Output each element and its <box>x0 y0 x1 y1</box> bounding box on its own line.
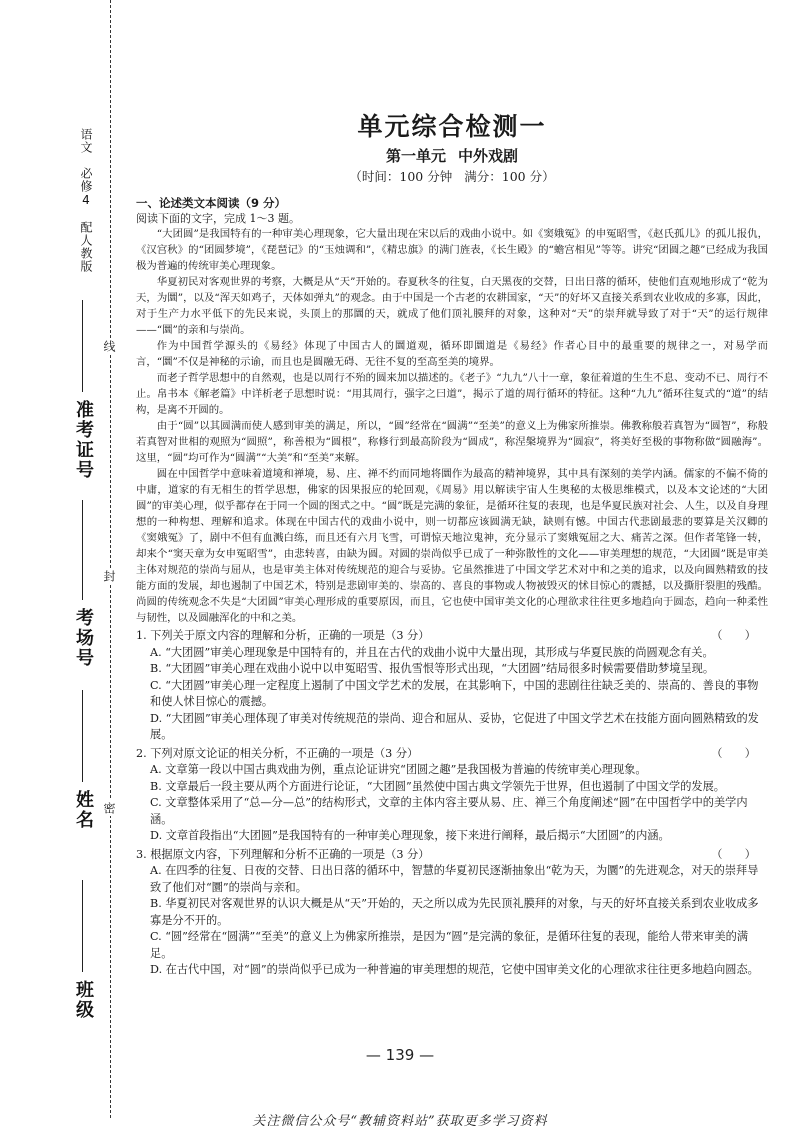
cut-mark-xian: 线 <box>102 340 116 352</box>
page-content <box>136 110 768 979</box>
full-score: 满分：100 分） <box>464 169 555 184</box>
option-b[interactable]: B. 华夏初民对客观世界的认识大概是从“天”开始的，天之所以成为先民顶礼膜拜的对象，与天的好坏直接关系到农业收成多寡是分不开的。 <box>150 897 759 927</box>
question-2 <box>136 746 768 845</box>
option-a[interactable]: A. 在四季的往复、日夜的交替、日出日落的循环中，智慧的华夏初民逐渐抽象出“乾为天，为圜”的先进观念，对天的崇拜导致了他们对“圜”的崇尚与亲和。 <box>150 864 759 894</box>
cut-mark-mi: 密 <box>102 802 116 814</box>
option-d[interactable]: D. 在古代中国，对“圆”的崇尚似乎已成为一种普遍的审美理想的规范，它使中国审美文化的心理欲求往往更多地趋向圆态。 <box>150 963 759 976</box>
section-heading: 一、论述类文本阅读（9 分） <box>136 196 287 210</box>
subject-label: 语文 必修4 配人教版 <box>79 128 93 273</box>
binding-cut-line <box>110 0 111 1118</box>
room-number-label: 考场号 <box>73 608 94 668</box>
section-instruction: 阅读下面的文字，完成 1～3 题。 <box>136 212 300 225</box>
exam-number-label: 准考证号 <box>73 400 94 480</box>
answer-blank[interactable]: （ ） <box>711 629 756 642</box>
passage-paragraph: 作为中国哲学源头的《易经》体现了中国古人的圜道观，循环即圜道是《易经》作者心目中的最重要的规律之一，对易学而言，“圜”不仅是神秘的示谕，而且也是圆融无碍、无往不复的至高至美的境界。 <box>136 340 768 368</box>
unit-number: 第一单元 <box>385 147 446 165</box>
question-stem: 3. 根据原文内容，下列理解和分析不正确的一项是（3 分） <box>136 847 430 861</box>
class-blank[interactable] <box>82 880 83 972</box>
exam-number-blank[interactable] <box>82 300 83 392</box>
option-a[interactable]: A. 文章第一段以中国古典戏曲为例，重点论证讲究“团圆之趣”是我国极为普遍的传统审美心理现象。 <box>150 763 647 776</box>
answer-blank[interactable]: （ ） <box>711 847 756 861</box>
passage-paragraph: 而老子哲学思想中的自然观，也是以周行不殆的圆来加以描述的。《老子》“九九”八十一章，象征着道的生生不息、变动不已、周行不止。帛书本《解老篇》中详析老子思想时说：“用其周行，强字之曰道”，揭示了道的周行循环的特征。这种“九九”循环往复式的“道”的结构，是离不开圆的。 <box>136 372 768 416</box>
time-limit: （时间：100 分钟 <box>349 169 453 184</box>
question-3 <box>136 847 768 979</box>
option-d[interactable]: D. 文章首段指出“大团圆”是我国特有的一种审美心理现象，接下来进行阐释，最后揭示“大团圆”的内涵。 <box>150 829 670 842</box>
page-number: — 139 — <box>365 1046 435 1064</box>
footer-note: 关注微信公众号“教辅资料站”获取更多学习资料 <box>252 1114 548 1129</box>
question-1 <box>136 628 768 744</box>
option-b[interactable]: B. “大团圆”审美心理在戏曲小说中以申冤昭雪、报仇雪恨等形式出现，“大团圆”结局很多时候需要借助梦境呈现。 <box>150 662 715 675</box>
class-label: 班级 <box>73 980 94 1020</box>
option-a[interactable]: A. “大团圆”审美心理现象是中国特有的，并且在古代的戏曲小说中大量出现，其形成与华夏民族的尚圆观念有关。 <box>150 645 714 659</box>
option-c[interactable]: C. “圆”经常在“圆满”“至美”的意义上为佛家所推崇，是因为“圆”是完满的象征，是循环往复的表现，能给人带来审美的满足。 <box>150 930 749 960</box>
answer-blank[interactable]: （ ） <box>711 746 756 760</box>
passage-paragraph: “大团圆”是我国特有的一种审美心理现象，它大量出现在宋以后的戏曲小说中。如《窦娥冤》的申冤昭雪，《赵氏孤儿》的孤儿报仇，《汉宫秋》的“团圆梦境”，《琵琶记》的“玉烛调和”，《精忠旗》的满门旌表，《长生殿》的“蟾宫相见”等等。讲究“团圆之趣”已经成为我国极为普遍的传统审美心理现象。 <box>136 228 768 272</box>
name-blank[interactable] <box>82 690 83 782</box>
unit-topic: 中外戏剧 <box>458 147 519 165</box>
passage-paragraph: 华夏初民对客观世界的考察，大概是从“天”开始的。春夏秋冬的往复，白天黑夜的交替，日出日落的循环，使他们直观地形成了“乾为天，为圜”，以及“浑天如鸡子，天体如弹丸”的观念。由于中国是一个古老的农耕国家，“天”的好坏又直接关系到农业收成的多寡，因此，对于生产力水平低下的先民来说，头顶上的那圜的天，就成了他们顶礼膜拜的对象，这种对“天”的崇拜就导致了对于“天”的运行规律——“圜”的亲和与崇尚。 <box>136 276 768 336</box>
cut-mark-feng: 封 <box>102 570 116 582</box>
room-number-blank[interactable] <box>82 500 83 600</box>
passage-paragraph: 圆在中国哲学中意味着道境和禅境，易、庄、禅不约而同地将圜作为最高的精神境界，其中具有深刻的美学内涵。儒家的不偏不倚的中庸，道家的有无相生的哲学思想，佛家的因果报应的轮回观，《周易》用以解读宇宙人生奥秘的太极思维模式，以及本文论述的“大团圆”的审美心理，似乎都存在于同一个圆的图式之中。“圆”既是完满的象征，是循环往复的表现，也是华夏民族对社会、人生，以及自身理想的一种构想、理解和追求。体现在中国古代的戏曲小说中，则一切都应该圆满无缺，缺则有憾。中国古代悲剧最悲的要算是关汉卿的《窦娥冤》了，剧中不但有血溅白练，而且还有六月飞雪，可谓惊天地泣鬼神，充分显示了窦娥冤屈之大、痛苦之深。但作者笔锋一转，却来个“窦天章为女申冤昭雪”，由悲转喜，由缺为圆。对圆的崇尚似乎已成了一种弥散性的文化——审美理想的规范，“大团圆”既是审美主体对规范的崇尚与屈从，也是审美主体对传统规范的迎合与妥协。它虽然推进了中国文学艺术对中和之美的追求，以及向圆熟精致的技能方面的发展，却也遏制了中国艺术，特别是悲剧审美的、崇高的、喜良的事物或人物被毁灭的怵目惊心的震撼，以及撕肝裂胆的残酷。尚圆的传统观念不失是“大团圆”审美心理形成的重要原因，而且，它也使中国审美文化的心理欲求往往更多地趋向于圆态，趋向一种柔性与韧性，以及圆融浑化的中和之美。 <box>136 468 768 624</box>
question-stem: 2. 下列对原文论证的相关分析，不正确的一项是（3 分） <box>136 746 419 760</box>
passage-paragraph: 由于“圆”以其圆满而使人感到审美的满足，所以，“圆”经常在“圆满”“至美”的意义上为佛家所推崇。佛教称般若真智为“圆智”，称般若真智对世相的观照为“圆照”，称善根为“圆根”，称修行到最高阶段为“圆成”，称涅槃境界为“圆寂”，将美好至极的事物称做“圆融海”。这里，“圆”均可作为“圆满”“大美”和“至美”来解。 <box>136 420 768 464</box>
option-c[interactable]: C. 文章整体采用了“总—分—总”的结构形式，文章的主体内容主要从易、庄、禅三个角度阐述“圆”在中国哲学中的美学内涵。 <box>150 796 748 826</box>
option-c[interactable]: C. “大团圆”审美心理一定程度上遏制了中国文学艺术的发展，在其影响下，中国的悲剧往往缺乏美的、崇高的、善良的事物和使人怵目惊心的震撼。 <box>150 678 759 708</box>
page-title: 单元综合检测一 <box>357 112 547 141</box>
time-and-score <box>136 168 768 186</box>
name-label: 姓名 <box>73 790 94 830</box>
option-d[interactable]: D. “大团圆”审美心理体现了审美对传统规范的崇尚、迎合和屈从、妥协，它促进了中国文学艺术在技能方面向圆熟精致的发展。 <box>150 711 759 741</box>
option-b[interactable]: B. 文章最后一段主要从两个方面进行论证，“大团圆”虽然使中国古典文学领先于世界，但也遏制了中国文学的发展。 <box>150 779 725 793</box>
unit-subtitle <box>136 146 768 166</box>
question-stem: 1. 下列关于原文内容的理解和分析，正确的一项是（3 分） <box>136 629 430 642</box>
